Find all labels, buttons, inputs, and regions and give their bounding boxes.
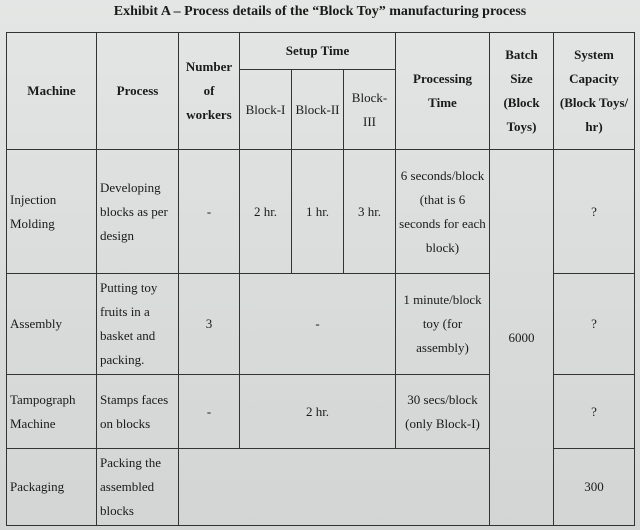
- cell-batch-size: 6000: [490, 150, 554, 526]
- header-row: [7, 33, 635, 70]
- header-system-capacity: System Capacity (Block Toys/ hr): [554, 33, 635, 150]
- cell-process: Stamps faces on blocks: [97, 375, 179, 449]
- cell-workers: 3: [179, 274, 240, 375]
- cell-capacity: ?: [554, 375, 635, 449]
- cell-setup-time: -: [240, 274, 396, 375]
- table-row: [7, 150, 635, 274]
- cell-capacity: ?: [554, 150, 635, 274]
- header-workers: Number of workers: [179, 33, 240, 150]
- cell-machine: Packaging: [7, 449, 97, 526]
- exhibit-title: Exhibit A – Process details of the “Block Toy” manufacturing process: [113, 4, 527, 19]
- cell-workers: -: [179, 375, 240, 449]
- cell-setup-time: 2 hr.: [240, 375, 396, 449]
- header-block-2: Block-II: [292, 70, 344, 150]
- cell-empty: [179, 449, 490, 526]
- cell-machine: Assembly: [7, 274, 97, 375]
- header-process: Process: [97, 33, 179, 150]
- cell-capacity: 300: [554, 449, 635, 526]
- header-block-1: Block-I: [240, 70, 292, 150]
- process-table: [6, 32, 635, 526]
- cell-process: Packing the assembled blocks: [97, 449, 179, 526]
- cell-processing-time: 6 seconds/block (that is 6 seconds for each block): [396, 150, 490, 274]
- header-block-3: Block-III: [344, 70, 396, 150]
- cell-setup-block-1: 2 hr.: [240, 150, 292, 274]
- cell-processing-time: 1 minute/block toy (for assembly): [396, 274, 490, 375]
- cell-setup-block-2: 1 hr.: [292, 150, 344, 274]
- cell-setup-block-3: 3 hr.: [344, 150, 396, 274]
- cell-machine: Injection Molding: [7, 150, 97, 274]
- header-processing-time: Processing Time: [396, 33, 490, 150]
- cell-processing-time: 30 secs/block (only Block-I): [396, 375, 490, 449]
- header-machine: Machine: [7, 33, 97, 150]
- header-setup-time: Setup Time: [240, 33, 396, 70]
- cell-capacity: ?: [554, 274, 635, 375]
- cell-workers: -: [179, 150, 240, 274]
- cell-machine: Tampograph Machine: [7, 375, 97, 449]
- cell-process: Putting toy fruits in a basket and packing.: [97, 274, 179, 375]
- cell-process: Developing blocks as per design: [97, 150, 179, 274]
- header-batch-size: Batch Size (Block Toys): [490, 33, 554, 150]
